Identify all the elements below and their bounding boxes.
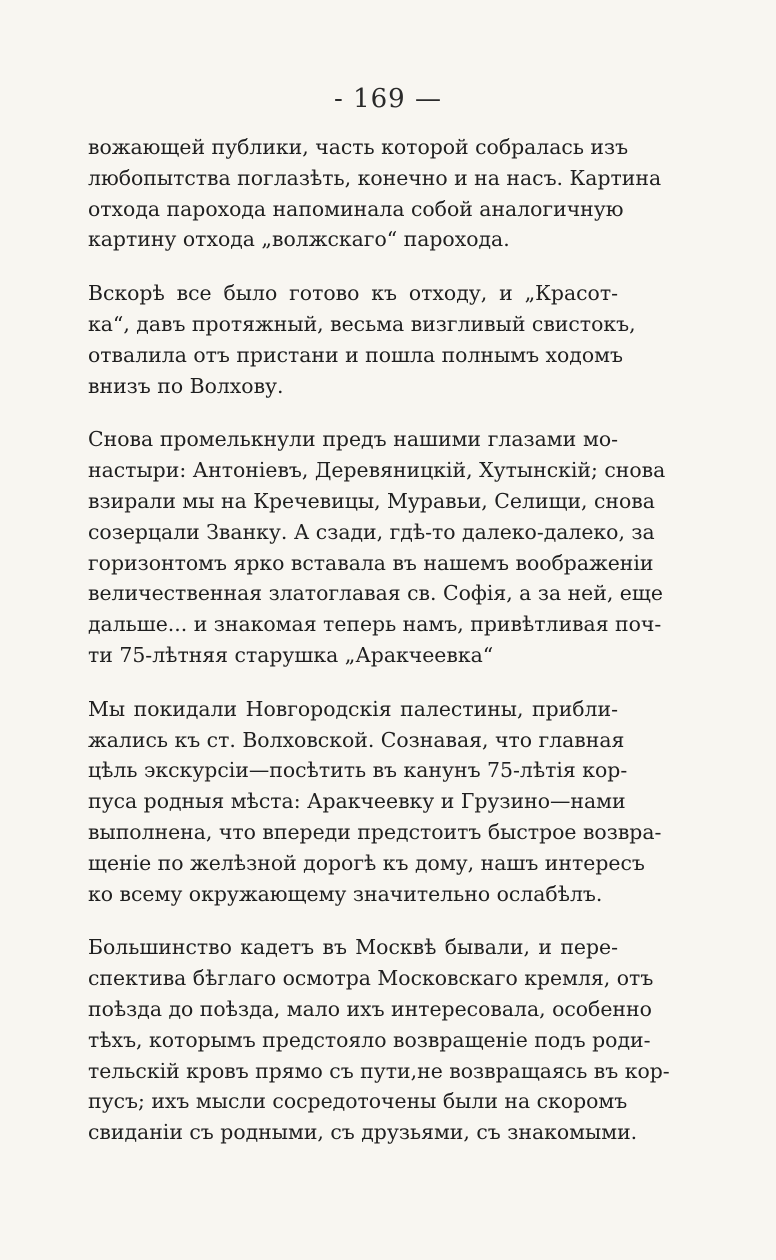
text-line: свиданіи съ родными, съ друзьями, съ знакомыми. [88,1120,638,1145]
paragraph-3 [88,424,666,670]
text-line: жались къ ст. Волховской. Сознавая, что главная [88,727,625,752]
text-line: внизъ по Волхову. [88,373,284,398]
text-line: спектива бѣглаго осмотра Московскаго кремля, отъ [88,966,654,991]
text-line: Снова промелькнули предъ нашими глазами мо- [88,427,618,452]
text-line: Вскорѣ все было готово къ отходу, и „Красот- [88,281,618,306]
text-line: настыри: Антоніевъ, Деревяницкій, Хутынскій; снова [88,458,666,483]
paragraph-4 [88,694,662,910]
text-line: щеніе по желѣзной дорогѣ къ дому, нашъ интересъ [88,850,645,875]
text-line: поѣзда до поѣзда, мало ихъ интересовала, особенно [88,996,652,1021]
text-line: взирали мы на Кречевицы, Муравьи, Селищи, снова [88,488,655,513]
text-line: выполнена, что впереди предстоитъ быстрое возвра- [88,819,662,844]
text-line: отхода парохода напоминала собой аналогичную [88,196,624,221]
text-line: картину отхода „волжскаго“ парохода. [88,227,510,252]
text-line: тельскій кровъ прямо съ пути,не возвращаясь въ кор- [88,1058,670,1083]
text-line: Мы покидали Новгородскія палестины, прибли- [88,696,618,721]
text-line: ка“, давъ протяжный, весьма визгливый свистокъ, [88,311,636,336]
text-line: ти 75-лѣтняя старушка „Аракчеевка“ [88,642,494,667]
body-text [88,132,670,1171]
text-line: любопытства поглазѣть, конечно и на насъ. Картина [88,165,662,190]
text-line: отвалила отъ пристани и пошла полнымъ ходомъ [88,342,623,367]
text-line: пусъ; ихъ мысли сосредоточены были на скоромъ [88,1089,628,1114]
paragraph-1 [88,132,662,255]
text-line: дальше... и знакомая теперь намъ, привѣтливая поч- [88,612,662,637]
text-line: величественная златоглавая св. Софія, а за ней, еще [88,581,663,606]
text-line: созерцали Званку. А сзади, гдѣ-то далеко-далеко, за [88,519,655,544]
text-line: вожающей публики, часть которой собралась изъ [88,135,629,159]
text-line: цѣль экскурсіи—посѣтить въ канунъ 75-лѣтія кор- [88,758,628,783]
paragraph-2 [88,278,636,401]
page-number: - 169 — [334,84,442,114]
paragraph-5 [88,932,670,1148]
text-line: тѣхъ, которымъ предстояло возвращеніе подъ роди- [88,1027,651,1052]
text-line: ко всему окружающему значительно ослабѣлъ. [88,881,603,906]
text-line: горизонтомъ ярко вставала въ нашемъ воображеніи [88,550,654,575]
text-line: Большинство кадетъ въ Москвѣ бывали, и пере- [88,935,618,960]
text-line: пуса родныя мѣста: Аракчеевку и Грузино—нами [88,789,626,814]
